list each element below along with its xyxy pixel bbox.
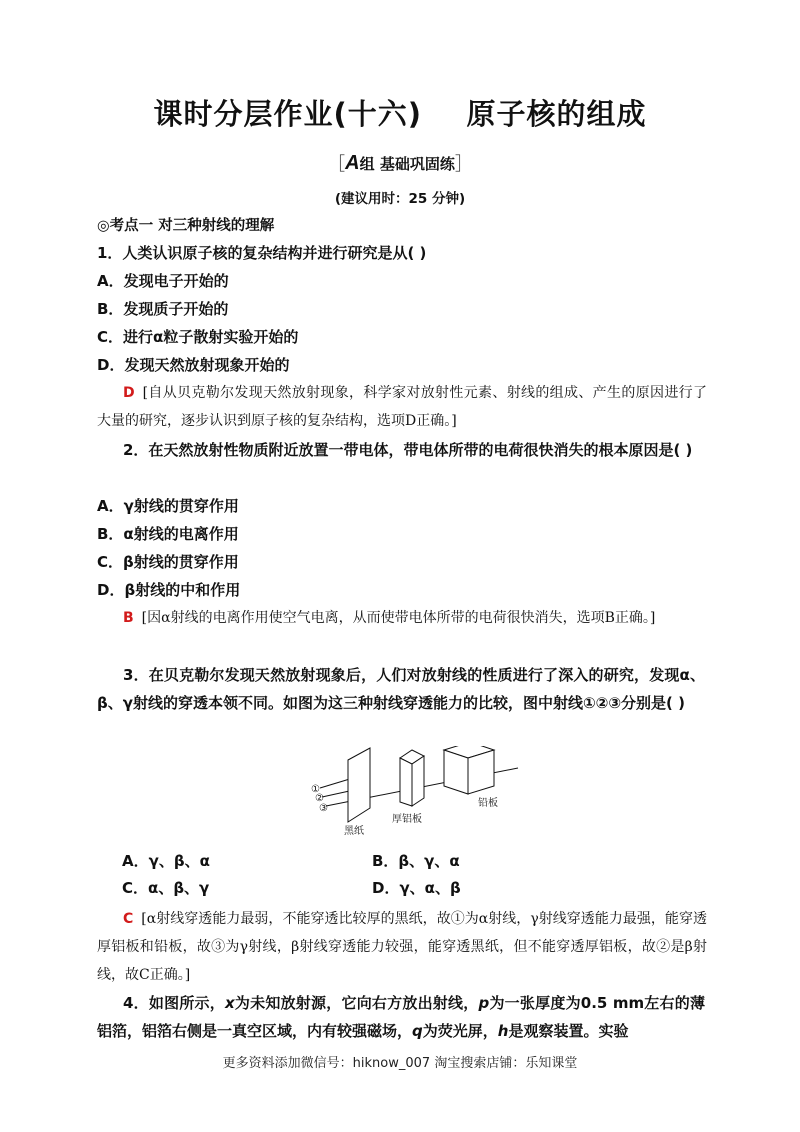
question-1-answer: D [123, 385, 135, 401]
question-4-var-p: p [478, 994, 490, 1012]
group-letter: A [345, 152, 360, 174]
question-2-answer: B [123, 610, 134, 626]
question-3-explanation-text: [α射线穿透能力最弱，不能穿透比较厚的黑纸，故①为α射线，γ射线穿透能力最强，能穿透厚铝板和铅板，故③为γ射线，β射线穿透能力较强，能穿透黑纸，但不能穿透厚铝板，故②是β射线，故C正确。] [97, 911, 707, 983]
aluminum-plate-front [400, 758, 412, 806]
question-4-var-h: h [497, 1022, 509, 1040]
label-paper: 黑纸 [344, 826, 364, 837]
label-lead: 铅板 [478, 798, 498, 809]
group-text: 组 基础巩固练 [359, 155, 455, 173]
question-3-answer: C [123, 911, 134, 927]
label-aluminum: 厚铝板 [392, 814, 422, 825]
question-4-text-1: 4．如图所示， [123, 994, 225, 1012]
question-2-stem: 2．在天然放射性物质附近放置一带电体，带电体所带的电荷很快消失的根本原因是( ) [123, 441, 693, 459]
question-4-stem [97, 989, 705, 1045]
question-4-text-3: 为一张厚度为0.5 mm左右的薄铝箔，铝箔右侧是一真空区域，内有较强磁场， [97, 994, 705, 1040]
paper-sheet [348, 748, 370, 822]
question-4-text-4: 为荧光屏， [422, 1022, 498, 1040]
question-3-option-b: B．β、γ、α [372, 852, 460, 870]
group-bracket-open: ［ [327, 154, 346, 175]
question-4-var-x: x [225, 994, 235, 1012]
question-3-option-a: A．γ、β、α [122, 852, 210, 870]
question-2-option-a: A．γ射线的贯穿作用 [97, 497, 239, 515]
penetration-figure [298, 746, 528, 838]
marker-1: ① [311, 784, 320, 795]
question-3-explanation [97, 905, 707, 989]
question-3-option-c: C．α、β、γ [122, 879, 210, 897]
question-2-option-c: C．β射线的贯穿作用 [97, 553, 239, 571]
question-3-option-d: D．γ、α、β [372, 879, 461, 897]
page-title: 课时分层作业(十六) 原子核的组成 [153, 97, 647, 131]
question-1-option-c: C．进行α粒子散射实验开始的 [97, 328, 299, 346]
question-2-option-b: B．α射线的电离作用 [97, 525, 239, 543]
question-1-option-b: B．发现质子开始的 [97, 300, 229, 318]
question-2-explanation [97, 604, 707, 632]
section-label: ◎考点一 对三种射线的理解 [97, 218, 275, 234]
marker-3: ③ [319, 803, 328, 814]
question-2-explanation-text: [因α射线的电离作用使空气电离，从而使带电体所带的电荷很快消失，选项B正确。] [141, 610, 656, 626]
question-4-text-5: 是观察装置。实验 [508, 1022, 629, 1040]
aluminum-plate-side [412, 756, 424, 806]
question-1-explanation-text: [自从贝克勒尔发现天然放射现象，科学家对放射性元素、射线的组成、产生的原因进行了大量的研究，逐步认识到原子核的复杂结构，选项D正确。] [97, 385, 707, 429]
question-1-stem: 1．人类认识原子核的复杂结构并进行研究是从( ) [97, 244, 427, 262]
marker-2: ② [315, 793, 324, 804]
time-note: (建议用时：25 分钟) [334, 191, 466, 207]
group-bracket-close: ］ [454, 154, 473, 175]
question-2-option-d: D．β射线的中和作用 [97, 581, 241, 599]
question-4-var-q: q [412, 1022, 423, 1040]
question-1-option-d: D．发现天然放射现象开始的 [97, 356, 290, 374]
group-label [0, 150, 800, 176]
footer-note: 更多资料添加微信号：hiknow_007 淘宝搜索店铺：乐知课堂 [222, 1056, 578, 1071]
question-3-stem: 3．在贝克勒尔发现天然放射现象后，人们对放射线的性质进行了深入的研究，发现α、β、γ射线的穿透本领不同。如图为这三种射线穿透能力的比较，图中射线①②③分别是( ) [97, 666, 705, 712]
question-1-option-a: A．发现电子开始的 [97, 272, 229, 290]
question-4-text-2: 为未知放射源，它向右方放出射线， [234, 994, 479, 1012]
question-1-explanation [97, 379, 707, 435]
lead-plate-side [468, 750, 494, 794]
lead-plate-front [444, 750, 468, 794]
